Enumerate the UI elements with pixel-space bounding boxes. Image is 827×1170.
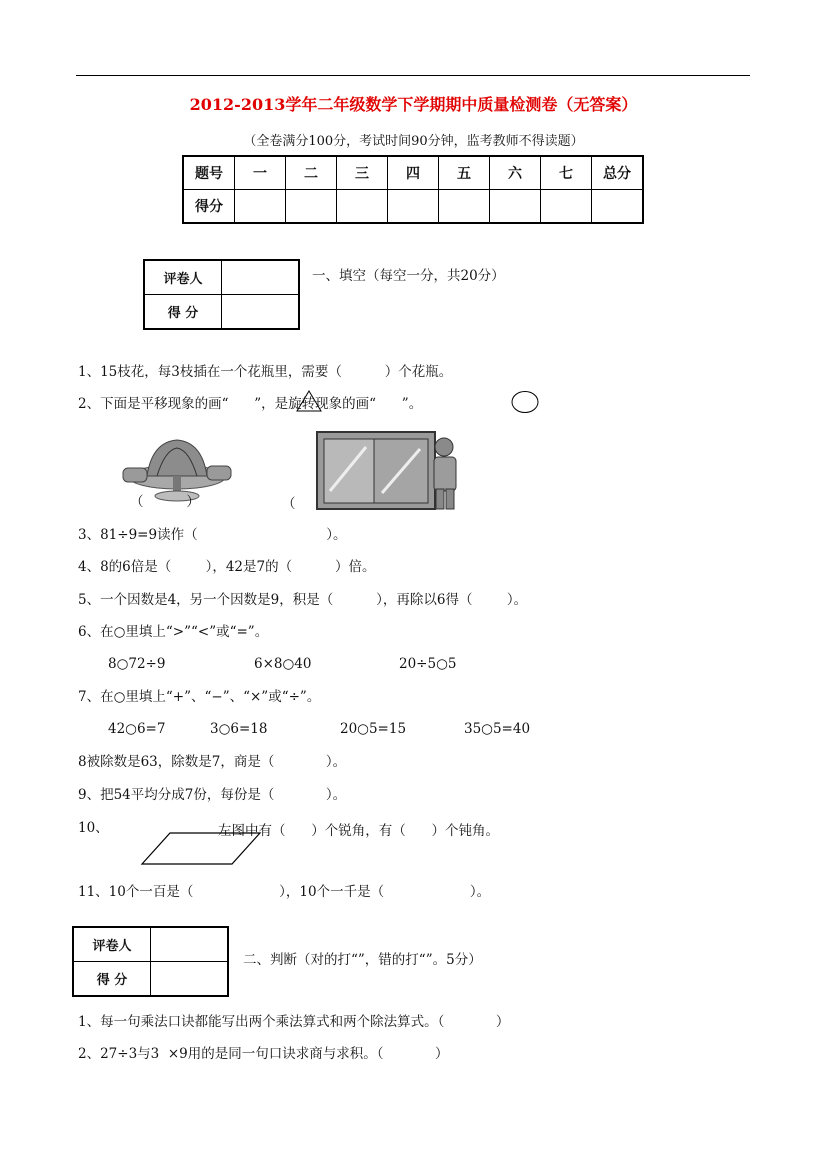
question-11: 11、10个一百是（ ），10个一千是（ ）。 — [78, 884, 491, 900]
score-input-cell[interactable] — [592, 190, 644, 224]
score-input-cell[interactable] — [235, 190, 286, 224]
score-cell: 题号 — [183, 156, 235, 190]
score-cell: 总分 — [592, 156, 644, 190]
score-table — [182, 155, 644, 224]
grader-label: 评卷人 — [144, 260, 222, 295]
score-cell: 六 — [490, 156, 541, 190]
page-title: 2012-2013学年二年级数学下学期期中质量检测卷（无答案） — [189, 95, 638, 114]
question-6: 6、在○里填上“>”“<”或“=”。 — [78, 624, 269, 640]
section-2-heading: 二、判断（对的打“”，错的打“”。5分） — [243, 952, 482, 968]
score-input-cell[interactable] — [541, 190, 592, 224]
score-input-cell[interactable] — [388, 190, 439, 224]
parallelogram-figure — [140, 831, 262, 867]
grader-box-2 — [72, 926, 229, 997]
question-10-number: 10、 — [78, 820, 109, 836]
score-input-cell[interactable] — [490, 190, 541, 224]
question-4: 4、8的6倍是（ ），42是7的（ ）倍。 — [78, 559, 376, 575]
score-input-cell[interactable] — [439, 190, 490, 224]
question-7-item: 20○5=15 — [340, 721, 407, 737]
question-6-item: 8○72÷9 — [108, 656, 166, 672]
question-2: 2、下面是平移现象的画“ ”，是旋转现象的画“ ”。 — [78, 396, 423, 412]
score-cell: 四 — [388, 156, 439, 190]
score-table-header-row — [183, 156, 643, 190]
question-5: 5、一个因数是4，另一个因数是9，积是（ ），再除以6得（ ）。 — [78, 592, 528, 608]
grader-input-cell[interactable] — [222, 260, 300, 295]
page-subtitle: （全卷满分100分，考试时间90分钟，监考教师不得读题） — [243, 134, 584, 149]
sliding-window-picture — [316, 431, 462, 511]
score-cell: 三 — [337, 156, 388, 190]
top-rule — [76, 75, 750, 76]
question-9: 9、把54平均分成7份，每份是（ ）。 — [78, 787, 347, 803]
score-cell: 七 — [541, 156, 592, 190]
question-8: 8被除数是63，除数是7，商是（ ）。 — [78, 754, 347, 770]
question-3: 3、81÷9=9读作（ ）。 — [78, 527, 347, 543]
question-6-item: 20÷5○5 — [399, 656, 457, 672]
score-input-cell[interactable] — [337, 190, 388, 224]
score-cell: 得分 — [183, 190, 235, 224]
question-7-item: 42○6=7 — [108, 721, 166, 737]
score-cell: 五 — [439, 156, 490, 190]
score-input-cell[interactable] — [286, 190, 337, 224]
circle-icon — [511, 390, 539, 414]
question-6-item: 6×8○40 — [254, 656, 312, 672]
question-2-answer-paren-2: （ — [282, 496, 296, 512]
grader-label: 评卷人 — [73, 927, 151, 962]
score-cell: 二 — [286, 156, 337, 190]
score-table-score-row — [183, 190, 643, 224]
triangle-icon — [296, 390, 322, 412]
question-7-item: 3○6=18 — [210, 721, 268, 737]
score-cell: 一 — [235, 156, 286, 190]
question-10: 左图中有（ ）个锐角，有（ ）个钝角。 — [218, 823, 499, 839]
score-label: 得 分 — [144, 295, 222, 330]
question-1: 1、15枝花，每3枝插在一个花瓶里，需要（ ）个花瓶。 — [78, 364, 453, 380]
question-2-answer-paren-1: （ ） — [130, 494, 200, 510]
section-1-heading: 一、填空（每空一分，共20分） — [312, 268, 505, 284]
question-7: 7、在○里填上“+”、“−”、“×”或“÷”。 — [78, 689, 321, 705]
grader-box-1 — [143, 259, 300, 330]
grader-input-cell[interactable] — [151, 927, 229, 962]
question-7-item: 35○5=40 — [464, 721, 531, 737]
score-input-cell[interactable] — [151, 962, 229, 997]
score-input-cell[interactable] — [222, 295, 300, 330]
judge-question-2: 2、27÷3与3 ×9用的是同一句口诀求商与求积。（ ） — [78, 1046, 449, 1062]
score-label: 得 分 — [73, 962, 151, 997]
judge-question-1: 1、每一句乘法口诀都能写出两个乘法算式和两个除法算式。（ ） — [78, 1014, 510, 1030]
